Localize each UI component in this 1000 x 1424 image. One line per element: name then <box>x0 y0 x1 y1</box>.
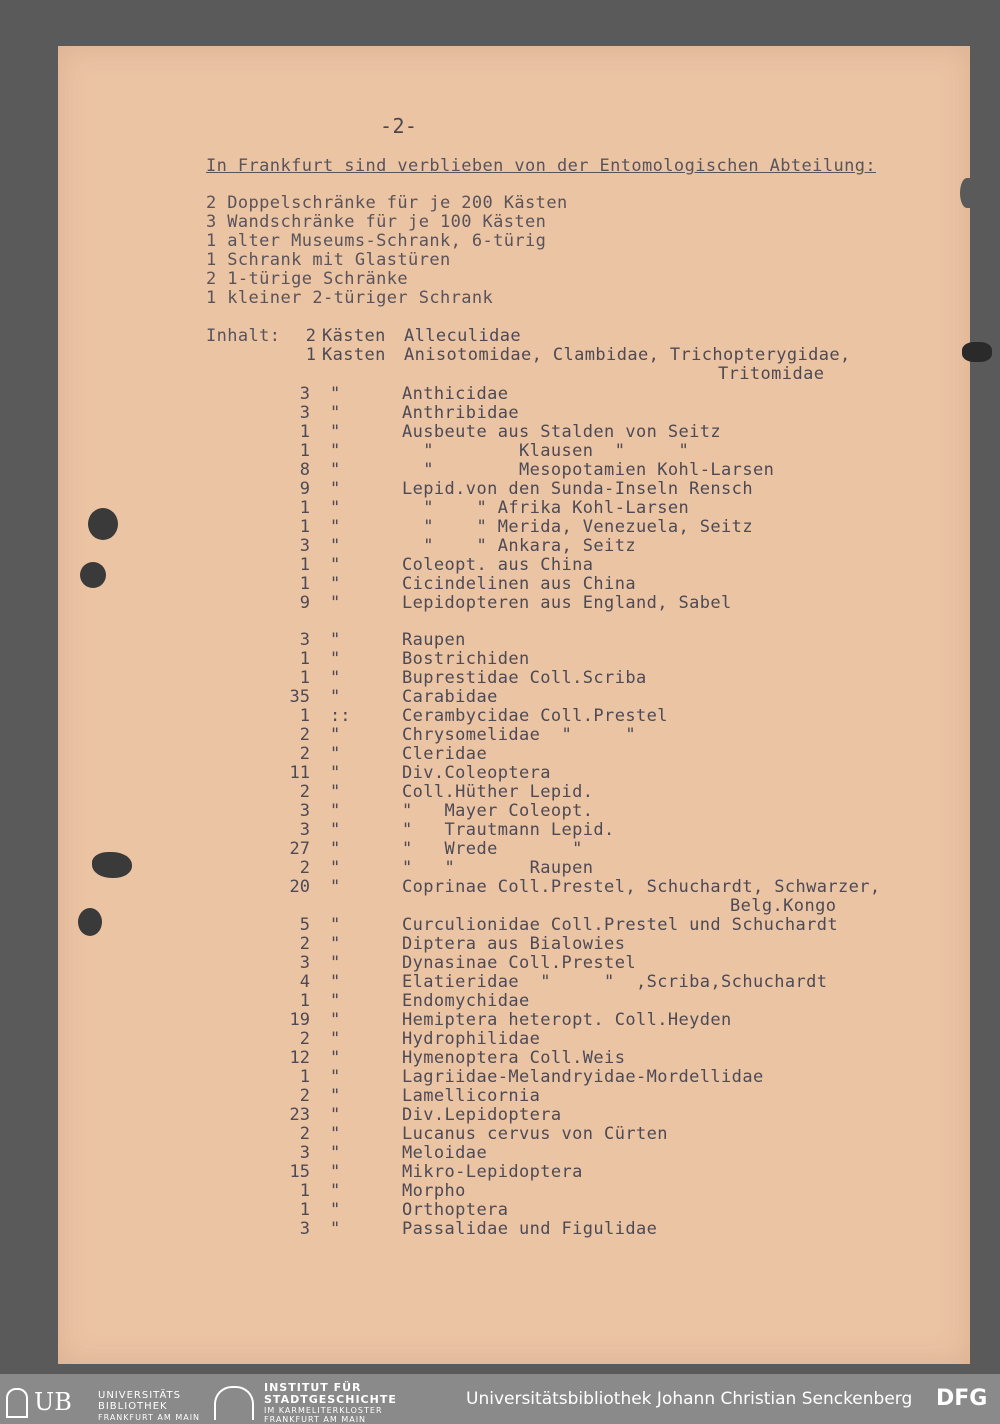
punch-hole <box>88 508 118 540</box>
entry-text: Cleridae <box>402 744 488 764</box>
entry-text: Diptera aus Bialowies <box>402 934 626 954</box>
ditto-mark: " <box>330 593 341 613</box>
entry-count: 15 <box>289 1162 310 1182</box>
entry-text: Mikro-Lepidoptera <box>402 1162 583 1182</box>
ditto-mark: " <box>330 1048 341 1068</box>
ditto-mark: " <box>330 725 341 745</box>
ditto-mark: " <box>330 782 341 802</box>
ditto-mark: " <box>330 744 341 764</box>
ditto-mark: " <box>330 668 341 688</box>
entry-count: 3 <box>299 953 310 973</box>
entry-text: Passalidae und Figulidae <box>402 1219 658 1239</box>
entry-text: Bostrichiden <box>402 649 530 669</box>
ub-line-3: FRANKFURT AM MAIN <box>98 1413 201 1422</box>
punch-hole <box>80 562 106 588</box>
cabinet-line: 1 kleiner 2-türiger Schrank <box>206 288 494 308</box>
entry-text: Dynasinae Coll.Prestel <box>402 953 636 973</box>
entry-count: 1 <box>299 706 310 726</box>
ditto-mark: " <box>330 763 341 783</box>
entry-count: 3 <box>299 403 310 423</box>
entry-text: Anisotomidae, Clambidae, Trichopterygidae, <box>404 345 851 365</box>
entry-count: 9 <box>299 593 310 613</box>
cabinet-line: 1 alter Museums-Schrank, 6-türig <box>206 231 547 251</box>
footer-bar <box>0 1374 1000 1424</box>
entry-continuation: Belg.Kongo <box>730 896 837 916</box>
cabinet-line: 1 Schrank mit Glastüren <box>206 250 451 270</box>
entry-count: 2 <box>299 744 310 764</box>
entry-count: 1 <box>299 1200 310 1220</box>
entry-count: 3 <box>299 1219 310 1239</box>
entry-count: 3 <box>299 384 310 404</box>
entry-text: Coprinae Coll.Prestel, Schuchardt, Schwarzer, <box>402 877 881 897</box>
contents-label: Inhalt: <box>206 326 281 346</box>
ditto-mark: " <box>330 1086 341 1106</box>
entry-text: Curculionidae Coll.Prestel und Schuchardt <box>402 915 839 935</box>
entry-count: 1 <box>299 517 310 537</box>
ditto-mark: " <box>330 422 341 442</box>
paper-tear <box>960 178 974 208</box>
entry-count: 1 <box>299 498 310 518</box>
ditto-mark: " <box>330 1200 341 1220</box>
entry-count: 3 <box>299 630 310 650</box>
ditto-mark: " <box>330 801 341 821</box>
entry-count: 3 <box>299 820 310 840</box>
ditto-mark: " <box>330 403 341 423</box>
entry-count: 35 <box>289 687 310 707</box>
entry-text: " Trautmann Lepid. <box>402 820 615 840</box>
entry-text: Cerambycidae Coll.Prestel <box>402 706 668 726</box>
ditto-mark: " <box>330 384 341 404</box>
ditto-mark: " <box>330 1105 341 1125</box>
ditto-mark: " <box>330 649 341 669</box>
entry-count: 27 <box>289 839 310 859</box>
entry-unit: Kasten <box>322 345 386 365</box>
isg-line-4: FRANKFURT AM MAIN <box>264 1415 367 1424</box>
entry-count: 20 <box>289 877 310 897</box>
entry-text: Cicindelinen aus China <box>402 574 636 594</box>
entry-count: 2 <box>305 326 316 346</box>
entry-count: 3 <box>299 801 310 821</box>
document-heading: In Frankfurt sind verblieben von der Entomologischen Abteilung: <box>206 156 876 176</box>
punch-hole <box>78 908 102 936</box>
entry-text: Chrysomelidae " " <box>402 725 636 745</box>
entry-count: 19 <box>289 1010 310 1030</box>
entry-text: Carabidae <box>402 687 498 707</box>
ditto-mark: " <box>330 953 341 973</box>
entry-text: Ausbeute aus Stalden von Seitz <box>402 422 722 442</box>
entry-text: Anthicidae <box>402 384 509 404</box>
ditto-mark: " <box>330 1181 341 1201</box>
entry-count: 1 <box>299 555 310 575</box>
cabinet-line: 3 Wandschränke für je 100 Kästen <box>206 212 547 232</box>
ditto-mark: " <box>330 630 341 650</box>
entry-text: Coleopt. aus China <box>402 555 594 575</box>
entry-text: Lucanus cervus von Cürten <box>402 1124 668 1144</box>
ub-logo-icon <box>6 1388 28 1418</box>
isg-line-3: IM KARMELITERKLOSTER <box>264 1406 383 1415</box>
entry-text: Hemiptera heteropt. Coll.Heyden <box>402 1010 732 1030</box>
entry-count: 8 <box>299 460 310 480</box>
page-number: -2- <box>380 114 418 138</box>
entry-text: " Mesopotamien Kohl-Larsen <box>402 460 775 480</box>
ditto-mark: " <box>330 1029 341 1049</box>
ub-line-1: UNIVERSITÄTS <box>98 1390 182 1401</box>
punch-hole <box>92 852 132 878</box>
ditto-mark: " <box>330 858 341 878</box>
entry-count: 1 <box>305 345 316 365</box>
entry-text: Anthribidae <box>402 403 519 423</box>
entry-text: Endomychidae <box>402 991 530 1011</box>
entry-count: 23 <box>289 1105 310 1125</box>
entry-text: Coll.Hüther Lepid. <box>402 782 594 802</box>
entry-count: 1 <box>299 422 310 442</box>
isg-logo-icon <box>214 1386 254 1420</box>
entry-text: " " Raupen <box>402 858 594 878</box>
entry-count: 2 <box>299 1086 310 1106</box>
entry-text: " Klausen " " <box>402 441 690 461</box>
entry-text: Lepid.von den Sunda-Inseln Rensch <box>402 479 753 499</box>
entry-count: 4 <box>299 972 310 992</box>
entry-unit: Kästen <box>322 326 386 346</box>
entry-count: 2 <box>299 725 310 745</box>
entry-text: Lagriidae-Melandryidae-Mordellidae <box>402 1067 764 1087</box>
entry-count: 1 <box>299 991 310 1011</box>
entry-count: 9 <box>299 479 310 499</box>
entry-count: 2 <box>299 934 310 954</box>
ditto-mark: " <box>330 498 341 518</box>
entry-text: Hydrophilidae <box>402 1029 541 1049</box>
ub-line-2: BIBLIOTHEK <box>98 1401 168 1412</box>
entry-text: Morpho <box>402 1181 466 1201</box>
ditto-mark: " <box>330 1124 341 1144</box>
entry-count: 1 <box>299 1181 310 1201</box>
entry-count: 1 <box>299 649 310 669</box>
entry-text: " Wrede " <box>402 839 583 859</box>
entry-count: 5 <box>299 915 310 935</box>
entry-text: Hymenoptera Coll.Weis <box>402 1048 626 1068</box>
dfg-logo: DFG <box>936 1386 988 1411</box>
ditto-mark: " <box>330 1219 341 1239</box>
ditto-mark: " <box>330 934 341 954</box>
ditto-mark: " <box>330 460 341 480</box>
ub-mark: UB <box>34 1388 72 1416</box>
entry-count: 3 <box>299 1143 310 1163</box>
ditto-mark: " <box>330 441 341 461</box>
library-name: Universitätsbibliothek Johann Christian Senckenberg <box>466 1389 913 1409</box>
paper-tear <box>962 342 992 362</box>
entry-text: " " Ankara, Seitz <box>402 536 636 556</box>
entry-count: 11 <box>289 763 310 783</box>
isg-line-1: INSTITUT FÜR <box>264 1381 362 1394</box>
entry-text: Lepidopteren aus England, Sabel <box>402 593 732 613</box>
entry-text: Div.Coleoptera <box>402 763 551 783</box>
entry-text: Lamellicornia <box>402 1086 541 1106</box>
ditto-mark: " <box>330 1162 341 1182</box>
ditto-mark: " <box>330 1067 341 1087</box>
entry-text: Div.Lepidoptera <box>402 1105 562 1125</box>
ditto-mark: " <box>330 820 341 840</box>
entry-count: 2 <box>299 1124 310 1144</box>
ditto-mark: " <box>330 972 341 992</box>
entry-count: 1 <box>299 1067 310 1087</box>
cabinet-line: 2 1-türige Schränke <box>206 269 409 289</box>
ditto-mark: " <box>330 877 341 897</box>
cabinet-line: 2 Doppelschränke für je 200 Kästen <box>206 193 568 213</box>
ditto-mark: " <box>330 536 341 556</box>
ditto-mark: " <box>330 915 341 935</box>
ditto-mark: " <box>330 479 341 499</box>
ditto-mark: " <box>330 574 341 594</box>
ditto-mark: :: <box>330 706 351 726</box>
entry-count: 1 <box>299 574 310 594</box>
entry-text: " Mayer Coleopt. <box>402 801 594 821</box>
entry-text: Orthoptera <box>402 1200 509 1220</box>
ditto-mark: " <box>330 517 341 537</box>
ditto-mark: " <box>330 687 341 707</box>
entry-count: 2 <box>299 858 310 878</box>
entry-text: " " Afrika Kohl-Larsen <box>402 498 690 518</box>
entry-count: 3 <box>299 536 310 556</box>
entry-text: " " Merida, Venezuela, Seitz <box>402 517 753 537</box>
entry-continuation: Tritomidae <box>718 364 825 384</box>
ditto-mark: " <box>330 839 341 859</box>
ditto-mark: " <box>330 1143 341 1163</box>
ditto-mark: " <box>330 555 341 575</box>
entry-text: Alleculidae <box>404 326 521 346</box>
entry-text: Raupen <box>402 630 466 650</box>
entry-count: 2 <box>299 782 310 802</box>
isg-line-2: STADTGESCHICHTE <box>264 1393 397 1406</box>
entry-text: Meloidae <box>402 1143 488 1163</box>
ditto-mark: " <box>330 991 341 1011</box>
entry-count: 1 <box>299 668 310 688</box>
entry-text: Elatieridae " " ,Scriba,Schuchardt <box>402 972 828 992</box>
entry-count: 1 <box>299 441 310 461</box>
entry-count: 12 <box>289 1048 310 1068</box>
entry-text: Buprestidae Coll.Scriba <box>402 668 647 688</box>
ditto-mark: " <box>330 1010 341 1030</box>
entry-count: 2 <box>299 1029 310 1049</box>
